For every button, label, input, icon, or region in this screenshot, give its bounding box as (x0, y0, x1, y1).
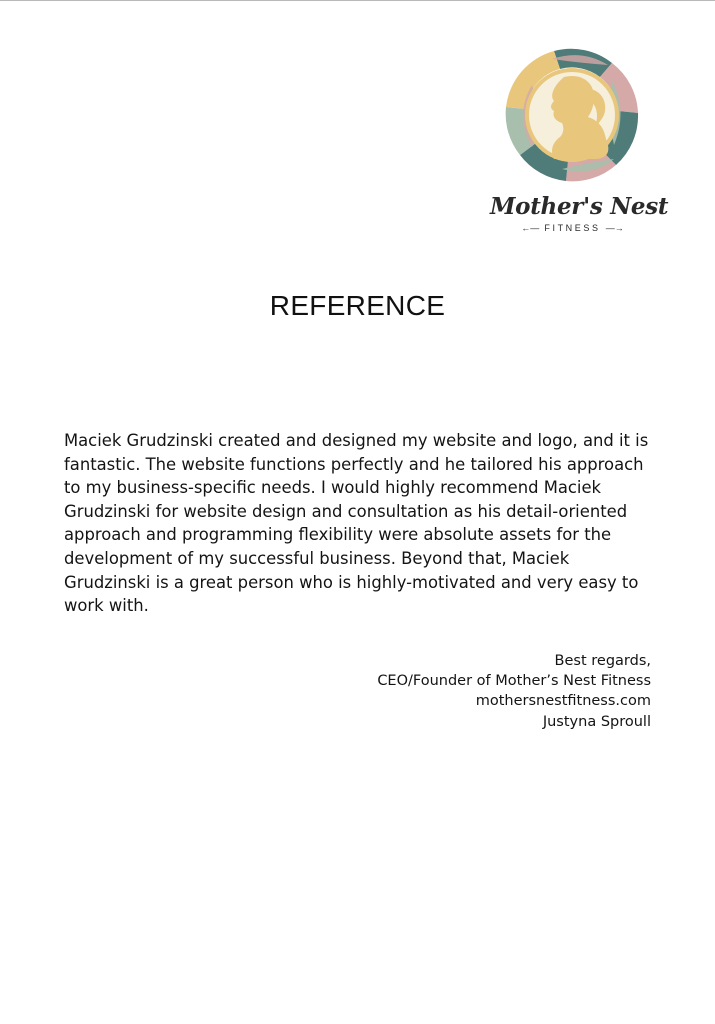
company-logo (490, 45, 669, 245)
signer-website: mothersnestfitness.com (475, 693, 651, 710)
reference-body: Maciek Grudzinski created and designed my website and logo, and it is fantastic. The website functions perfectly and he tailored his approach to my business-specific needs. I would highly recommend Maciek Grudzinski for website design and consultation as his detail-oriented approach and programming flexibility were absolute assets for the development of my successful business. Beyond that, Maciek Grudzinski is a great person who is highly-motivated and very easy to work with. (64, 431, 649, 616)
closing-line: Best regards, (554, 653, 651, 669)
woman-silhouette-logo-icon (498, 45, 646, 185)
document-title: REFERENCE (269, 290, 446, 321)
signer-name: Justyna Sproull (542, 713, 651, 730)
brand-name: Mother's Nest (490, 193, 669, 220)
brand-subtitle (490, 223, 655, 233)
signer-role: CEO/Founder of Mother’s Nest Fitness (377, 673, 651, 690)
left-arrow-icon: ←— (521, 223, 540, 233)
signature-block (291, 651, 651, 732)
right-arrow-icon: —→ (605, 223, 624, 233)
brand-subtitle-text: FITNESS (544, 223, 601, 233)
